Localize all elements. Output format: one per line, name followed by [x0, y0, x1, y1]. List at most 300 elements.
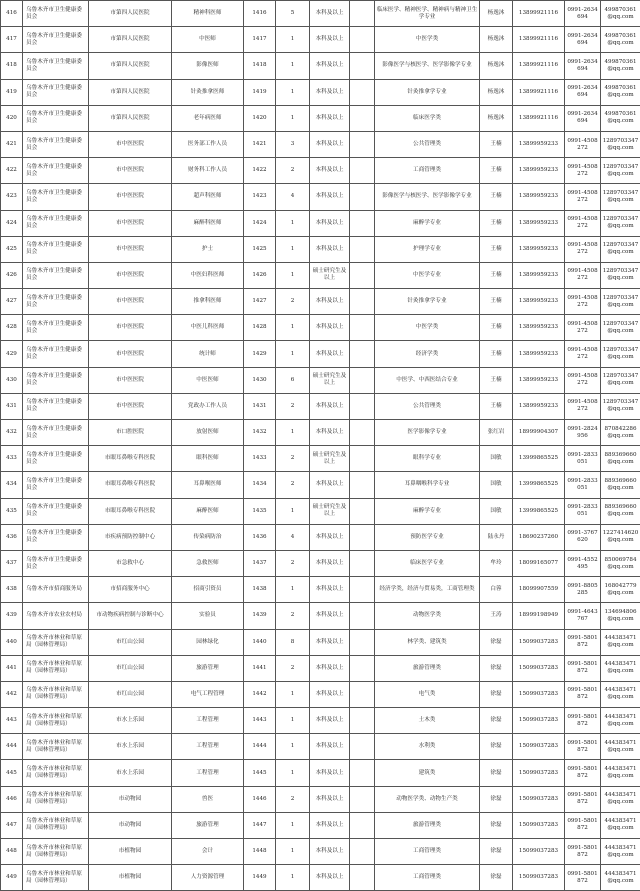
cell-major: 麻醉学专业 — [375, 210, 480, 236]
cell-degree — [350, 681, 375, 707]
cell-no: 426 — [1, 262, 23, 288]
cell-count: 5 — [276, 1, 310, 27]
cell-count: 2 — [276, 786, 310, 812]
cell-dept: 乌鲁木齐市卫生健康委员会 — [23, 210, 89, 236]
cell-phone: 0991-4508272 — [565, 210, 601, 236]
cell-major: 工商管理类 — [375, 839, 480, 865]
cell-dept: 乌鲁木齐市卫生健康委员会 — [23, 79, 89, 105]
cell-major: 临床医学类 — [375, 105, 480, 131]
cell-code: 1448 — [244, 839, 276, 865]
cell-mobile: 13899921116 — [513, 27, 565, 53]
cell-email: 499870361@qq.com — [601, 79, 640, 105]
cell-degree — [350, 472, 375, 498]
cell-phone: 0991-4508272 — [565, 236, 601, 262]
table-row — [1, 812, 640, 838]
cell-mobile: 15099037283 — [513, 760, 565, 786]
cell-contact: 王涛 — [480, 603, 513, 629]
cell-post: 中医儿科医师 — [172, 315, 244, 341]
cell-major: 动物医学类 — [375, 603, 480, 629]
cell-dept: 乌鲁木齐市卫生健康委员会 — [23, 158, 89, 184]
table-row — [1, 865, 640, 891]
cell-degree — [350, 210, 375, 236]
cell-count: 1 — [276, 708, 310, 734]
cell-mobile: 15099037283 — [513, 865, 565, 891]
cell-dept: 乌鲁木齐市林业和草原局（园林管理局） — [23, 786, 89, 812]
cell-email: 1289703347@qq.com — [601, 367, 640, 393]
cell-major: 影像医学与核医学、医学影像学专业 — [375, 53, 480, 79]
cell-count: 1 — [276, 577, 310, 603]
cell-dept: 乌鲁木齐市卫生健康委员会 — [23, 341, 89, 367]
table-row — [1, 734, 640, 760]
cell-education: 本科及以上 — [310, 53, 350, 79]
cell-dept: 乌鲁木齐市林业和草原局（园林管理局） — [23, 629, 89, 655]
cell-dept: 乌鲁木齐市卫生健康委员会 — [23, 236, 89, 262]
cell-count: 4 — [276, 524, 310, 550]
cell-no: 448 — [1, 839, 23, 865]
cell-email: 889369660@qq.com — [601, 498, 640, 524]
cell-major: 旅游管理类 — [375, 655, 480, 681]
cell-degree — [350, 158, 375, 184]
cell-dept: 乌鲁木齐市林业和草原局（园林管理局） — [23, 734, 89, 760]
cell-degree — [350, 341, 375, 367]
cell-major: 中医学类 — [375, 315, 480, 341]
cell-code: 1416 — [244, 1, 276, 27]
cell-count: 1 — [276, 865, 310, 891]
cell-unit: 市红山公园 — [89, 681, 172, 707]
cell-code: 1425 — [244, 236, 276, 262]
cell-education: 本科及以上 — [310, 184, 350, 210]
cell-code: 1432 — [244, 420, 276, 446]
cell-contact: 王楠 — [480, 367, 513, 393]
cell-education: 硕士研究生及以上 — [310, 498, 350, 524]
cell-major: 针灸推拿学专业 — [375, 289, 480, 315]
cell-no: 436 — [1, 524, 23, 550]
cell-degree — [350, 1, 375, 27]
cell-code: 1437 — [244, 550, 276, 576]
cell-email: 444383471@qq.com — [601, 681, 640, 707]
cell-unit: 市眼耳鼻喉专科医院 — [89, 472, 172, 498]
table-row — [1, 393, 640, 419]
cell-email: 1289703347@qq.com — [601, 158, 640, 184]
cell-code: 1443 — [244, 708, 276, 734]
cell-dept: 乌鲁木齐市卫生健康委员会 — [23, 498, 89, 524]
cell-post: 工程管理 — [172, 734, 244, 760]
cell-unit: 市中医医院 — [89, 236, 172, 262]
cell-phone: 0991-4552495 — [565, 550, 601, 576]
table-row — [1, 839, 640, 865]
cell-unit: 市中医医院 — [89, 393, 172, 419]
cell-degree — [350, 577, 375, 603]
cell-contact: 杨逸沐 — [480, 79, 513, 105]
cell-contact: 杨逸沐 — [480, 53, 513, 79]
cell-unit: 市红山公园 — [89, 629, 172, 655]
cell-contact: 徐磊 — [480, 865, 513, 891]
cell-major: 影像医学与核医学、医学影像学专业 — [375, 184, 480, 210]
table-row — [1, 158, 640, 184]
cell-degree — [350, 420, 375, 446]
cell-mobile: 13899959233 — [513, 131, 565, 157]
cell-dept: 乌鲁木齐市林业和草原局（园林管理局） — [23, 839, 89, 865]
cell-dept: 乌鲁木齐市林业和草原局（园林管理局） — [23, 681, 89, 707]
cell-post: 医务部工作人员 — [172, 131, 244, 157]
cell-no: 431 — [1, 393, 23, 419]
cell-code: 1431 — [244, 393, 276, 419]
cell-code: 1441 — [244, 655, 276, 681]
cell-unit: 市植物园 — [89, 865, 172, 891]
cell-major: 公共管理类 — [375, 131, 480, 157]
cell-no: 428 — [1, 315, 23, 341]
cell-no: 444 — [1, 734, 23, 760]
cell-education: 硕士研究生及以上 — [310, 367, 350, 393]
cell-degree — [350, 812, 375, 838]
cell-mobile: 13899959233 — [513, 393, 565, 419]
table-row — [1, 210, 640, 236]
cell-unit: 市中医医院 — [89, 367, 172, 393]
cell-contact: 国敏 — [480, 472, 513, 498]
cell-phone: 0991-2634694 — [565, 1, 601, 27]
table-row — [1, 367, 640, 393]
cell-contact: 徐磊 — [480, 734, 513, 760]
cell-education: 本科及以上 — [310, 839, 350, 865]
cell-code: 1434 — [244, 472, 276, 498]
cell-count: 4 — [276, 184, 310, 210]
cell-unit: 市中医医院 — [89, 262, 172, 288]
cell-unit: 市口腔医院 — [89, 420, 172, 446]
table-row — [1, 577, 640, 603]
cell-unit: 市水上乐园 — [89, 760, 172, 786]
cell-contact: 王楠 — [480, 210, 513, 236]
cell-contact: 牟玲 — [480, 550, 513, 576]
cell-phone: 0991-4508272 — [565, 262, 601, 288]
cell-count: 1 — [276, 760, 310, 786]
cell-dept: 乌鲁木齐市卫生健康委员会 — [23, 289, 89, 315]
cell-email: 1289703347@qq.com — [601, 341, 640, 367]
cell-education: 本科及以上 — [310, 812, 350, 838]
cell-post: 统计师 — [172, 341, 244, 367]
cell-education: 硕士研究生及以上 — [310, 446, 350, 472]
cell-no: 417 — [1, 27, 23, 53]
cell-code: 1422 — [244, 158, 276, 184]
cell-major: 经济学类，经济与贸易类，工商管理类 — [375, 577, 480, 603]
cell-code: 1428 — [244, 315, 276, 341]
cell-phone: 0991-8805285 — [565, 577, 601, 603]
cell-contact: 徐磊 — [480, 655, 513, 681]
cell-email: 168042779@qq.com — [601, 577, 640, 603]
cell-email: 1289703347@qq.com — [601, 210, 640, 236]
cell-unit: 市第四人民医院 — [89, 53, 172, 79]
cell-email: 499870361@qq.com — [601, 53, 640, 79]
cell-education: 本科及以上 — [310, 550, 350, 576]
cell-code: 1424 — [244, 210, 276, 236]
cell-code: 1429 — [244, 341, 276, 367]
table-row — [1, 1, 640, 27]
cell-contact: 白蓉 — [480, 577, 513, 603]
cell-degree — [350, 131, 375, 157]
cell-major: 动物医学类、动物生产类 — [375, 786, 480, 812]
table-row — [1, 315, 640, 341]
cell-dept: 乌鲁木齐市农业农村局 — [23, 603, 89, 629]
cell-education: 本科及以上 — [310, 27, 350, 53]
cell-count: 1 — [276, 839, 310, 865]
cell-email: 1289703347@qq.com — [601, 289, 640, 315]
cell-dept: 乌鲁木齐市卫生健康委员会 — [23, 262, 89, 288]
cell-phone: 0991-2634694 — [565, 79, 601, 105]
cell-mobile: 13999865525 — [513, 446, 565, 472]
cell-post: 精神科医师 — [172, 1, 244, 27]
cell-no: 447 — [1, 812, 23, 838]
cell-major: 护理学专业 — [375, 236, 480, 262]
cell-degree — [350, 708, 375, 734]
cell-contact: 王楠 — [480, 341, 513, 367]
cell-phone: 0991-2833051 — [565, 498, 601, 524]
cell-major: 麻醉学专业 — [375, 498, 480, 524]
cell-degree — [350, 498, 375, 524]
cell-unit: 市动物园 — [89, 812, 172, 838]
cell-education: 本科及以上 — [310, 577, 350, 603]
cell-contact: 徐磊 — [480, 708, 513, 734]
cell-education: 本科及以上 — [310, 708, 350, 734]
cell-code: 1420 — [244, 105, 276, 131]
cell-degree — [350, 105, 375, 131]
cell-education: 本科及以上 — [310, 289, 350, 315]
cell-email: 1289703347@qq.com — [601, 262, 640, 288]
table-row — [1, 420, 640, 446]
cell-dept: 乌鲁木齐市卫生健康委员会 — [23, 105, 89, 131]
cell-unit: 市水上乐园 — [89, 734, 172, 760]
cell-education: 本科及以上 — [310, 1, 350, 27]
cell-phone: 0991-5801872 — [565, 708, 601, 734]
cell-no: 432 — [1, 420, 23, 446]
cell-phone: 0991-2634694 — [565, 27, 601, 53]
cell-mobile: 13899921116 — [513, 53, 565, 79]
cell-dept: 乌鲁木齐市卫生健康委员会 — [23, 53, 89, 79]
cell-dept: 乌鲁木齐市卫生健康委员会 — [23, 315, 89, 341]
cell-phone: 0991-4508272 — [565, 315, 601, 341]
cell-education: 本科及以上 — [310, 472, 350, 498]
cell-count: 2 — [276, 446, 310, 472]
cell-education: 本科及以上 — [310, 681, 350, 707]
cell-major: 临床医学专业 — [375, 550, 480, 576]
cell-phone: 0991-2833051 — [565, 472, 601, 498]
cell-email: 444383471@qq.com — [601, 708, 640, 734]
cell-mobile: 15099037283 — [513, 708, 565, 734]
cell-email: 444383471@qq.com — [601, 734, 640, 760]
cell-degree — [350, 53, 375, 79]
cell-contact: 王楠 — [480, 131, 513, 157]
cell-unit: 市水上乐园 — [89, 708, 172, 734]
cell-unit: 市红山公园 — [89, 655, 172, 681]
cell-count: 2 — [276, 472, 310, 498]
cell-code: 1435 — [244, 498, 276, 524]
cell-degree — [350, 27, 375, 53]
cell-education: 本科及以上 — [310, 603, 350, 629]
cell-email: 444383471@qq.com — [601, 865, 640, 891]
cell-phone: 0991-5801872 — [565, 865, 601, 891]
cell-mobile: 15099037283 — [513, 681, 565, 707]
cell-no: 423 — [1, 184, 23, 210]
cell-phone: 0991-2833051 — [565, 446, 601, 472]
cell-no: 425 — [1, 236, 23, 262]
cell-contact: 徐磊 — [480, 681, 513, 707]
cell-email: 1289703347@qq.com — [601, 393, 640, 419]
table-row — [1, 550, 640, 576]
cell-education: 本科及以上 — [310, 655, 350, 681]
cell-no: 418 — [1, 53, 23, 79]
cell-education: 本科及以上 — [310, 760, 350, 786]
cell-phone: 0991-5801872 — [565, 734, 601, 760]
cell-count: 1 — [276, 420, 310, 446]
cell-no: 427 — [1, 289, 23, 315]
cell-dept: 乌鲁木齐市卫生健康委员会 — [23, 420, 89, 446]
cell-degree — [350, 734, 375, 760]
cell-major: 工商管理类 — [375, 865, 480, 891]
cell-dept: 乌鲁木齐市林业和草原局（园林管理局） — [23, 655, 89, 681]
cell-phone: 0991-2824956 — [565, 420, 601, 446]
cell-post: 会计 — [172, 839, 244, 865]
cell-post: 财务科工作人员 — [172, 158, 244, 184]
cell-count: 1 — [276, 53, 310, 79]
cell-no: 420 — [1, 105, 23, 131]
cell-code: 1421 — [244, 131, 276, 157]
cell-mobile: 15099037283 — [513, 629, 565, 655]
cell-post: 推拿科医师 — [172, 289, 244, 315]
cell-mobile: 15099037283 — [513, 786, 565, 812]
cell-degree — [350, 79, 375, 105]
cell-email: 889369660@qq.com — [601, 446, 640, 472]
cell-mobile: 13899959233 — [513, 367, 565, 393]
cell-dept: 乌鲁木齐市招商服务局 — [23, 577, 89, 603]
cell-count: 1 — [276, 236, 310, 262]
cell-count: 1 — [276, 79, 310, 105]
table-row — [1, 708, 640, 734]
cell-major: 中医学、中西医结合专业 — [375, 367, 480, 393]
cell-phone: 0991-5801872 — [565, 786, 601, 812]
cell-major: 中医学类 — [375, 27, 480, 53]
cell-phone: 0991-5801872 — [565, 629, 601, 655]
cell-post: 园林绿化 — [172, 629, 244, 655]
cell-code: 1449 — [244, 865, 276, 891]
cell-degree — [350, 446, 375, 472]
cell-email: 870842286@qq.com — [601, 420, 640, 446]
cell-post: 眼科医师 — [172, 446, 244, 472]
table-row — [1, 131, 640, 157]
cell-post: 影像医师 — [172, 53, 244, 79]
cell-email: 1227414620@qq.com — [601, 524, 640, 550]
cell-major: 水利类 — [375, 734, 480, 760]
cell-degree — [350, 760, 375, 786]
cell-dept: 乌鲁木齐市卫生健康委员会 — [23, 367, 89, 393]
cell-major: 眼科学专业 — [375, 446, 480, 472]
cell-post: 麻醉医师 — [172, 498, 244, 524]
cell-unit: 市中医医院 — [89, 289, 172, 315]
cell-count: 1 — [276, 262, 310, 288]
cell-post: 老年病医师 — [172, 105, 244, 131]
cell-code: 1445 — [244, 760, 276, 786]
cell-dept: 乌鲁木齐市林业和草原局（园林管理局） — [23, 812, 89, 838]
cell-mobile: 13999865525 — [513, 472, 565, 498]
cell-contact: 王楠 — [480, 158, 513, 184]
cell-contact: 杨逸沐 — [480, 105, 513, 131]
cell-unit: 市眼耳鼻喉专科医院 — [89, 498, 172, 524]
cell-code: 1444 — [244, 734, 276, 760]
cell-email: 1289703347@qq.com — [601, 236, 640, 262]
table-row — [1, 603, 640, 629]
cell-count: 1 — [276, 498, 310, 524]
cell-unit: 市动物疾病控制与诊断中心 — [89, 603, 172, 629]
cell-unit: 市中医医院 — [89, 210, 172, 236]
cell-email: 889369660@qq.com — [601, 472, 640, 498]
cell-education: 本科及以上 — [310, 341, 350, 367]
cell-post: 针灸推拿医师 — [172, 79, 244, 105]
cell-code: 1442 — [244, 681, 276, 707]
cell-contact: 国敏 — [480, 498, 513, 524]
cell-no: 437 — [1, 550, 23, 576]
cell-contact: 王楠 — [480, 315, 513, 341]
cell-education: 本科及以上 — [310, 158, 350, 184]
table-row — [1, 446, 640, 472]
cell-mobile: 15099037283 — [513, 839, 565, 865]
cell-mobile: 13899921116 — [513, 79, 565, 105]
cell-email: 499870361@qq.com — [601, 105, 640, 131]
cell-degree — [350, 524, 375, 550]
cell-degree — [350, 393, 375, 419]
cell-education: 本科及以上 — [310, 393, 350, 419]
cell-contact: 徐磊 — [480, 812, 513, 838]
cell-code: 1423 — [244, 184, 276, 210]
cell-count: 1 — [276, 315, 310, 341]
cell-phone: 0991-5801872 — [565, 681, 601, 707]
cell-dept: 乌鲁木齐市卫生健康委员会 — [23, 524, 89, 550]
cell-education: 本科及以上 — [310, 315, 350, 341]
cell-contact: 王楠 — [480, 289, 513, 315]
cell-code: 1439 — [244, 603, 276, 629]
cell-education: 本科及以上 — [310, 79, 350, 105]
cell-mobile: 15099037283 — [513, 734, 565, 760]
cell-code: 1427 — [244, 289, 276, 315]
cell-no: 430 — [1, 367, 23, 393]
cell-no: 433 — [1, 446, 23, 472]
cell-mobile: 13999865525 — [513, 498, 565, 524]
cell-no: 424 — [1, 210, 23, 236]
cell-post: 护士 — [172, 236, 244, 262]
cell-dept: 乌鲁木齐市林业和草原局（园林管理局） — [23, 760, 89, 786]
cell-phone: 0991-5801872 — [565, 760, 601, 786]
table-row — [1, 184, 640, 210]
table-row — [1, 786, 640, 812]
cell-no: 429 — [1, 341, 23, 367]
table-row — [1, 681, 640, 707]
cell-major: 耳鼻咽喉科学专业 — [375, 472, 480, 498]
table-row — [1, 472, 640, 498]
cell-education: 本科及以上 — [310, 524, 350, 550]
cell-dept: 乌鲁木齐市卫生健康委员会 — [23, 184, 89, 210]
cell-no: 438 — [1, 577, 23, 603]
cell-contact: 王楠 — [480, 184, 513, 210]
cell-code: 1426 — [244, 262, 276, 288]
table-row — [1, 760, 640, 786]
cell-phone: 0991-4508272 — [565, 289, 601, 315]
cell-count: 1 — [276, 210, 310, 236]
cell-no: 440 — [1, 629, 23, 655]
cell-code: 1446 — [244, 786, 276, 812]
cell-phone: 0991-5801872 — [565, 839, 601, 865]
cell-degree — [350, 629, 375, 655]
cell-mobile: 18999198949 — [513, 603, 565, 629]
cell-no: 446 — [1, 786, 23, 812]
cell-contact: 陆永丹 — [480, 524, 513, 550]
cell-degree — [350, 655, 375, 681]
cell-count: 8 — [276, 629, 310, 655]
